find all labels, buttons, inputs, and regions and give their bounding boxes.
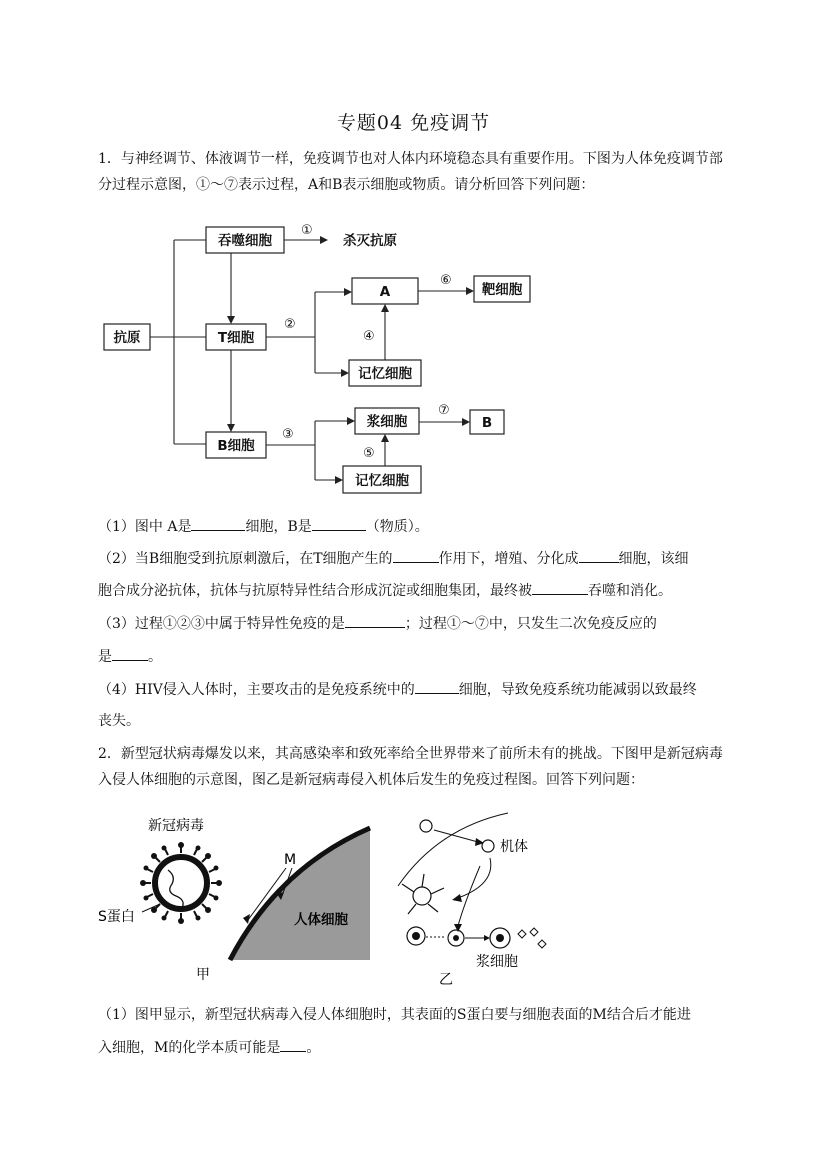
q1-sub-3-cont: 是 。 xyxy=(98,644,162,670)
process-5-label: ⑤ xyxy=(363,446,375,461)
q2-sub-1-cont: 入细胞，M的化学本质可能是 。 xyxy=(98,1035,320,1061)
s-protein-label: S蛋白 xyxy=(98,909,135,925)
question-2-stem: 2．新型冠状病毒爆发以来，其高感染率和致死率给全世界带来了前所未有的挑战。下图甲是新冠病毒入侵人体细胞的示意图，图乙是新冠病毒侵入机体后发生的免疫过程图。回答下列问题： xyxy=(98,746,723,788)
process-7-label: ⑦ xyxy=(438,403,450,418)
human-cell-label: 人体细胞 xyxy=(294,912,348,928)
plasma-cell-label-fig: 浆细胞 xyxy=(476,954,518,970)
antigen-label: 抗原 xyxy=(113,330,141,346)
q1-sub-4-cont: 丧失。 xyxy=(98,713,140,729)
answer-blank[interactable] xyxy=(415,679,459,694)
answer-blank[interactable] xyxy=(345,613,405,628)
question-1-stem: 1．与神经调节、体液调节一样，免疫调节也对人体内环境稳态具有重要作用。下图为人体免疫调节部分过程示意图，①～⑦表示过程，A和B表示细胞或物质。请分析回答下列问题： xyxy=(98,151,723,193)
antibody-icon xyxy=(518,928,546,948)
page-title: 专题04 免疫调节 xyxy=(336,112,491,134)
answer-blank[interactable] xyxy=(280,1037,306,1052)
answer-blank[interactable] xyxy=(191,516,245,531)
memory-cell-label-2: 记忆细胞 xyxy=(355,473,409,489)
q2-sub-1: （1）图甲显示，新型冠状病毒入侵人体细胞时，其表面的S蛋白要与细胞表面的M结合后才能进 xyxy=(98,1007,691,1023)
virus-label: 新冠病毒 xyxy=(148,818,204,834)
b-cell-label: B细胞 xyxy=(217,438,255,454)
answer-blank[interactable] xyxy=(393,548,439,563)
t-cell-label: T细胞 xyxy=(217,330,255,346)
q1-sub-4: （4）HIV侵入人体时，主要攻击的是免疫系统中的 细胞，导致免疫系统功能减弱以致最终 xyxy=(98,677,697,703)
dendritic-cell-icon xyxy=(402,874,444,914)
q1-sub-1: （1）图中 A是 细胞，B是 （物质）。 xyxy=(98,514,429,540)
plasma-cell-label: 浆细胞 xyxy=(366,414,408,430)
q1-sub-2-cont: 胞合成分泌抗体，抗体与抗原特异性结合形成沉淀或细胞集团，最终被 吞噬和消化。 xyxy=(98,578,672,604)
immune-process-diagram xyxy=(98,212,548,502)
b-label: B xyxy=(481,415,493,431)
process-2-label: ② xyxy=(284,317,296,332)
answer-blank[interactable] xyxy=(312,516,366,531)
memory-cell-label-1: 记忆细胞 xyxy=(358,366,412,382)
a-label: A xyxy=(379,284,391,300)
figure-yi-label: 乙 xyxy=(439,972,453,988)
figure-jia-label: 甲 xyxy=(196,967,210,983)
process-3-label: ③ xyxy=(282,427,294,442)
answer-blank[interactable] xyxy=(532,580,588,595)
q1-sub-2: （2）当B细胞受到抗原刺激后，在T细胞产生的 作用下，增殖、分化成 细胞，该细 xyxy=(98,546,689,572)
process-6-label: ⑥ xyxy=(440,273,452,288)
q1-sub-3: （3）过程①②③中属于特异性免疫的是 ；过程①～⑦中，只发生二次免疫反应的 xyxy=(98,611,657,637)
target-cell-label: 靶细胞 xyxy=(481,282,523,298)
body-label: 机体 xyxy=(500,839,528,855)
process-4-label: ④ xyxy=(363,329,375,344)
answer-blank[interactable] xyxy=(579,548,619,563)
process-1-label: ① xyxy=(301,223,313,238)
kill-antigen-label: 杀灭抗原 xyxy=(343,233,397,249)
phagocyte-label: 吞噬细胞 xyxy=(218,233,272,249)
covid-figures xyxy=(98,808,568,992)
m-label: M xyxy=(284,852,297,868)
virus-illustration xyxy=(140,842,222,924)
answer-blank[interactable] xyxy=(112,646,148,661)
human-cell-shape xyxy=(230,828,370,960)
